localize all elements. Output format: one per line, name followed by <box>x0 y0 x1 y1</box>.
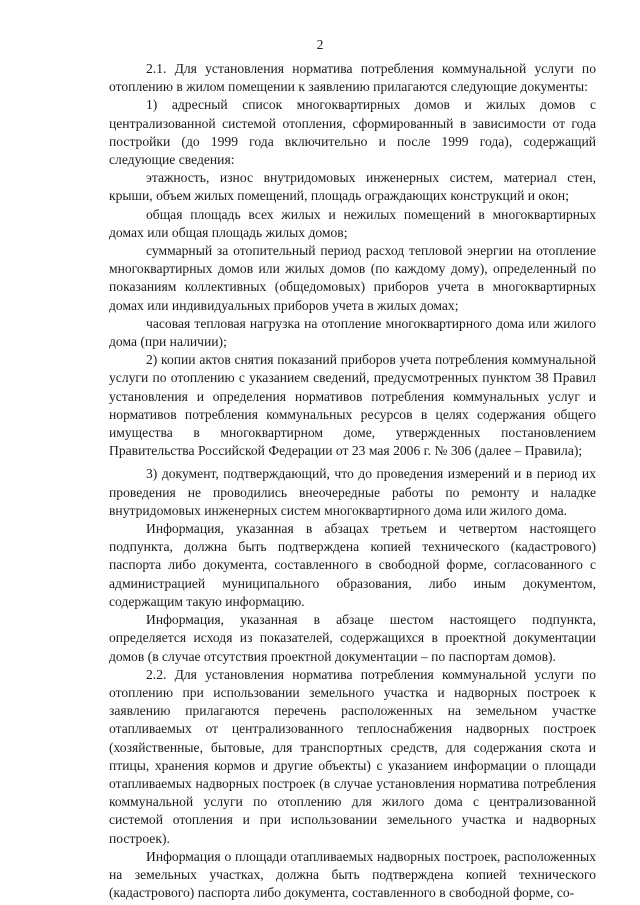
paragraph-hourly-load: часовая тепловая нагрузка на отопление многоквартирного дома или жилого дома (при наличии); <box>109 315 596 350</box>
paragraph-outbuildings-info: Информация о площади отапливаемых надворных построек, расположенных на земельных участках, должна быть подтверждена копией технического (кадастрового) паспорта либо документа, составленного в свободной форме, со- <box>109 848 596 901</box>
document-body <box>109 60 596 902</box>
paragraph-floors-wear: этажность, износ внутридомовых инженерных систем, материал стен, крыши, объем жилых помещений, площадь ограждающих конструкций и окон; <box>109 170 596 204</box>
paragraph-heat-consumption: суммарный за отопительный период расход тепловой энергии на отопление многоквартирных домов или жилых домов (по каждому дому), определенный по показаниям коллективных (общедомовых) приборов учета в многоквартирных домах или индивидуальных приборов учета в жилых домах; <box>109 243 596 313</box>
paragraph-2-2: 2.2. Для установления норматива потребления коммунальной услуги по отоплению при использовании земельного участка и надворных построек к заявлению прилагаются перечень расположенных на земельном участке отапливаемых от централизованного теплоснабжения надворных построек (хозяйственные, бытовые, для транспортных средств, для содержания скота и птицы, хранения кормов и другие объекты) с указанием информации о площади отапливаемых надворных построек (в случае установления норматива потребления коммунальной услуги по отоплению для жилого дома с централизованной системой отопления и при использовании земельного участка и надворных построек). <box>109 666 596 846</box>
paragraph-2-1: 2.1. Для установления норматива потребления коммунальной услуги по отоплению в жилом помещении к заявлению прилагаются следующие документы: <box>109 61 596 95</box>
paragraph-item-2: 2) копии актов снятия показаний приборов учета потребления коммунальной услуги по отоплению с указанием сведений, предусмотренных пунктом 38 Правил установления и определения нормативов потребления коммунальных услуг и нормативов потребления коммунальных ресурсов в целях содержания общего имущества в многоквартирном доме, утвержденных постановлением Правительства Российской Федерации от 23 мая 2006 г. № 306 (далее – Правила); <box>109 352 596 459</box>
page-number: 2 <box>316 37 324 52</box>
paragraph-info-6: Информация, указанная в абзаце шестом настоящего подпункта, определяется исходя из показателей, содержащихся в проектной документации домов (в случае отсутствия проектной документации – по паспортам домов). <box>109 612 596 664</box>
paragraph-item-3: 3) документ, подтверждающий, что до проведения измерений и в период их проведения не проводились внеочередные работы по ремонту и наладке внутридомовых инженерных систем многоквартирного дома или жилого дома. <box>109 466 596 518</box>
paragraph-total-area: общая площадь всех жилых и нежилых помещений в многоквартирных домах или общая площадь жилых домов; <box>109 206 596 240</box>
paragraph-item-1: 1) адресный список многоквартирных домов и жилых домов с централизованной системой отопления, сформированный в зависимости от года постройки (до 1999 года включительно и после 1999 года), содержащий следующие сведения: <box>109 97 596 168</box>
paragraph-info-3-4: Информация, указанная в абзацах третьем и четвертом настоящего подпункта, должна быть подтверждена копией технического (кадастрового) паспорта либо документа, составленного в свободной форме, согласованного с администрацией муниципального образования, либо иным документом, содержащим такую информацию. <box>109 521 596 609</box>
